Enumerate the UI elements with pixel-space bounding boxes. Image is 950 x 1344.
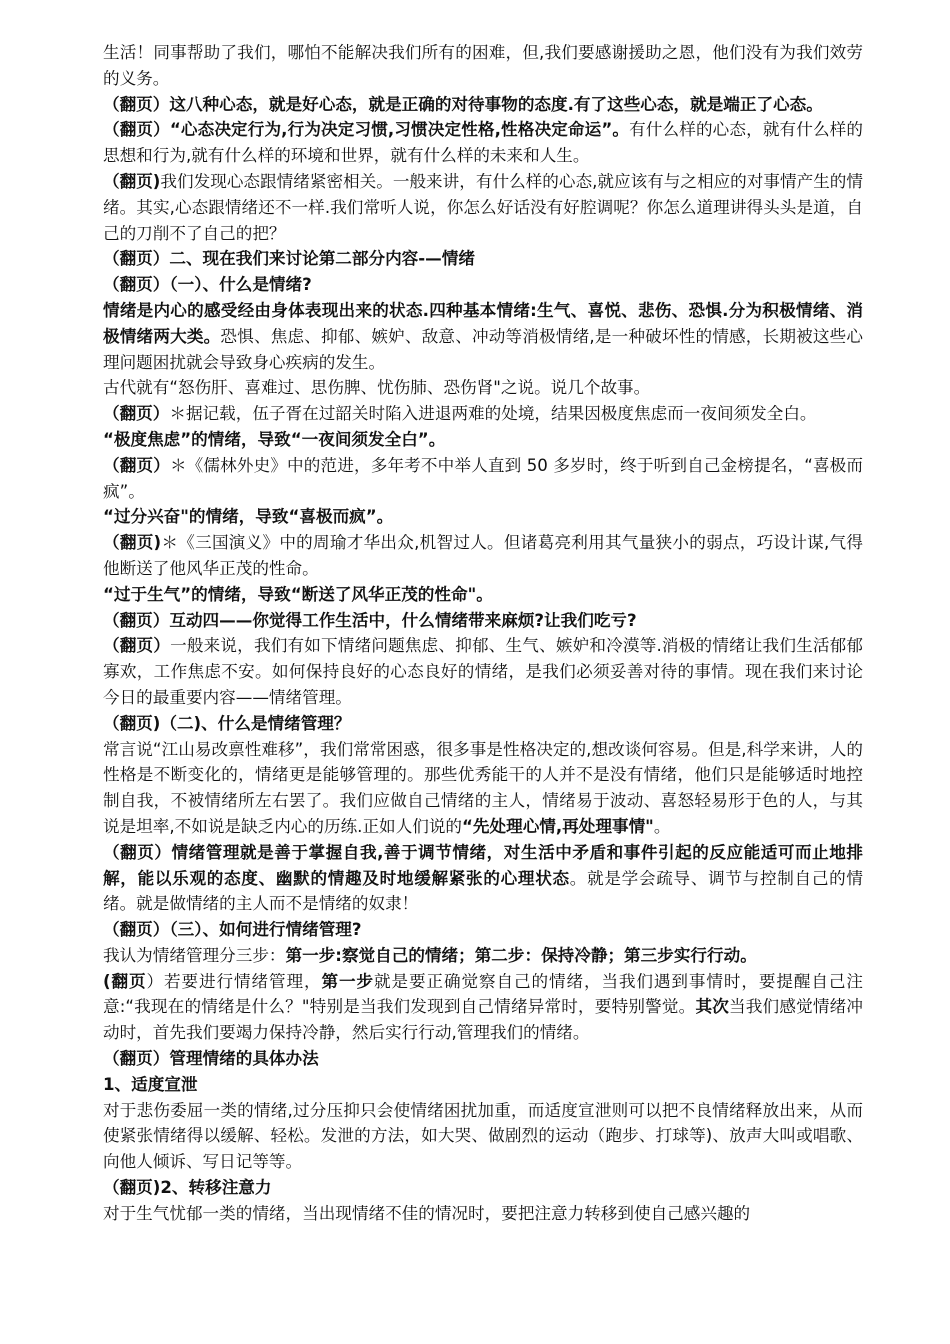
text: 对于悲伤委屈一类的情绪,过分压抑只会使情绪困扰加重，而适度宣泄则可以把不良情绪释放出来，从而使紧张情绪得以缓解、轻松。发泄的方法，如大哭、做剧烈的运动（跑步、打球等)、放声大叫或唱歌、向他人倾诉、写日记等等。 — [103, 1100, 863, 1172]
paragraph-22 — [103, 969, 863, 1046]
paragraph-27 — [103, 1201, 863, 1227]
bold-text: （翻页）互动四——你觉得工作生活中，什么情绪带来麻烦?让我们吃亏? — [103, 610, 637, 630]
text: 生活！同事帮助了我们，哪怕不能解决我们所有的困难，但,我们要感谢援助之恩，他们没有为我们效劳的义务。 — [103, 43, 863, 88]
paragraph-16 — [103, 633, 863, 710]
bold-text: （翻页)2、转移注意力 — [103, 1178, 272, 1198]
bold-text: 情绪是内心的感受经由身体表现出来的状态.四种基本情绪:生气、喜悦、悲伤、恐惧.分为积极情绪、消极情绪两大类。 — [103, 300, 863, 346]
paragraph-25 — [103, 1098, 863, 1175]
bold-text: （翻页）（一）、什么是情绪? — [103, 275, 312, 295]
paragraph-14 — [103, 582, 863, 608]
bold-text: （翻页）（三）、如何进行情绪管理? — [103, 920, 362, 940]
text: 我们发现心态跟情绪紧密相关。一般来讲，有什么样的心态,就应该有与之相应的对事情产生的情绪。其实,心态跟情绪还不一样.我们常听人说，你怎么好话没有好腔调呢？你怎么道理讲得头头是道，自己的刀削不了自己的把？ — [103, 171, 863, 243]
bold-text: （翻页）管理情绪的具体办法 — [103, 1049, 319, 1069]
paragraph-18 — [103, 737, 863, 840]
bold-text: （翻页）情绪管理就是善于掌握自我,善于调节情绪，对生活中矛盾和事件引起的反应能适可而止地排解，能以乐观的态度、幽默的情趣及时地缓解紧张的心理状态 — [103, 842, 863, 888]
subheading-how-to-manage — [103, 917, 863, 943]
text: 古代就有“怒伤肝、喜难过、思伤脾、忧伤肺、恐伤肾"之说。说几个故事。 — [103, 378, 651, 398]
paragraph-2 — [103, 92, 863, 118]
bold-text: “极度焦虑”的情绪，导致“一夜间须发全白”。 — [103, 429, 446, 449]
bold-text: （翻页)（二)、什么是情绪管理？ — [103, 713, 351, 733]
bold-text: 第一步:察觉自己的情绪；第二步：保持冷静；第三步实行行动。 — [285, 945, 757, 965]
bold-text: （翻页）二、现在我们来讨论第二部分内容-—情绪 — [103, 249, 475, 269]
text: ＊《儒林外史》中的范进，多年考不中举人直到 50 多岁时，终于听到自己金榜提名，“喜极而疯”。 — [103, 455, 864, 501]
text: 常言说“江山易改禀性难移”，我们常常困惑，很多事是性格决定的,想改谈何容易。但是,科学来讲，人的性格是不断变化的，情绪更是能够管理的。那些优秀能干的人并不是没有情绪，他们只是能够适时地控制自我，不被情绪所左右罢了。我们应做自己情绪的主人，情绪易于波动、喜怒轻易形于色的人，与其说是坦率,不如说是缺乏内心的历练.正如人们说的 — [103, 739, 863, 836]
text: 。 — [653, 816, 671, 836]
paragraph-3 — [103, 117, 863, 169]
bold-text: （翻页）这八种心态，就是好心态，就是正确的对待事物的态度.有了这些心态，就是端正了心态。 — [103, 94, 823, 114]
bold-text: 其次 — [695, 997, 729, 1017]
bold-text: （翻页） — [103, 404, 170, 424]
paragraph-9 — [103, 401, 863, 427]
paragraph-12 — [103, 504, 863, 530]
bold-text: 1、适度宣泄 — [103, 1074, 198, 1094]
text: ＊《三国演义》中的周瑜才华出众,机智过人。但诸葛亮利用其气量狭小的弱点，巧设计谋,气得他断送了他风华正茂的性命。 — [103, 533, 864, 578]
paragraph-8 — [103, 375, 863, 401]
bold-text: （翻页）“心态决定行为,行为决定习惯,习惯决定性格,性格决定命运”。 — [103, 120, 630, 140]
bold-text: （翻页） — [103, 636, 171, 656]
subheading-method-1 — [103, 1072, 863, 1098]
text: 有什么样的心态，就有什么样的思想和行为,就有什么样的环境和世界，就有什么样的未来和人生。 — [103, 120, 863, 166]
text: 就是要正确觉察自己的情绪，当我们遇到事情时，要提醒自己注意:“我现在的情绪是什么？"特别是当我们发现到自己情绪异常时，要特别警觉。 — [103, 971, 864, 1017]
text: ）若要进行情绪管理， — [146, 971, 322, 991]
paragraph-7 — [103, 298, 863, 375]
paragraph-10 — [103, 427, 863, 453]
subheading-emotion-management — [103, 711, 863, 737]
text: 当我们感觉情绪冲动时，首先我们要竭力保持冷静，然后实行行动,管理我们的情绪。 — [103, 997, 864, 1043]
bold-text: 第一步 — [321, 971, 374, 991]
subheading-specific-methods — [103, 1046, 863, 1072]
paragraph-19 — [103, 840, 863, 917]
paragraph-13 — [103, 530, 863, 582]
bold-text: （翻页) — [103, 533, 162, 553]
subheading-method-2 — [103, 1175, 863, 1201]
paragraph-11 — [103, 453, 863, 505]
bold-text: （翻页） — [103, 455, 170, 475]
text: 一般来说，我们有如下情绪问题焦虑、抑郁、生气、嫉妒和冷漠等.消极的情绪让我们生活郁郁寡欢，工作焦虑不安。如何保持良好的心态良好的情绪，是我们必须妥善对待的事情。现在我们来讨论今日的最重要内容——情绪管理。 — [103, 636, 863, 707]
bold-text: (翻页 — [103, 971, 147, 991]
section-heading-emotion — [103, 246, 863, 272]
paragraph-15 — [103, 608, 863, 634]
text: 我认为情绪管理分三步： — [103, 945, 286, 965]
paragraph-1 — [103, 40, 863, 92]
text: 恐惧、焦虑、抑郁、嫉妒、敌意、冲动等消极情绪,是一种破坏性的情感，长期被这些心理问题困扰就会导致身心疾病的发生。 — [103, 326, 863, 372]
subheading-what-is-emotion — [103, 272, 863, 298]
paragraph-21 — [103, 943, 863, 969]
bold-text: “先处理心情,再处理事情" — [462, 816, 654, 836]
text: 对于生气忧郁一类的情绪，当出现情绪不佳的情况时，要把注意力转移到使自己感兴趣的 — [103, 1203, 751, 1223]
bold-text: “过分兴奋"的情绪，导致“喜极而疯”。 — [103, 507, 394, 527]
text: 。就是学会疏导、调节与控制自己的情绪。就是做情绪的主人而不是情绪的奴隶！ — [103, 868, 864, 914]
bold-text: （翻页) — [103, 171, 161, 191]
bold-text: “过于生气”的情绪，导致“断送了风华正茂的性命"。 — [103, 584, 493, 604]
paragraph-4 — [103, 169, 863, 246]
text: ＊据记载，伍子胥在过韶关时陷入进退两难的处境，结果因极度焦虑而一夜间须发全白。 — [169, 404, 817, 424]
